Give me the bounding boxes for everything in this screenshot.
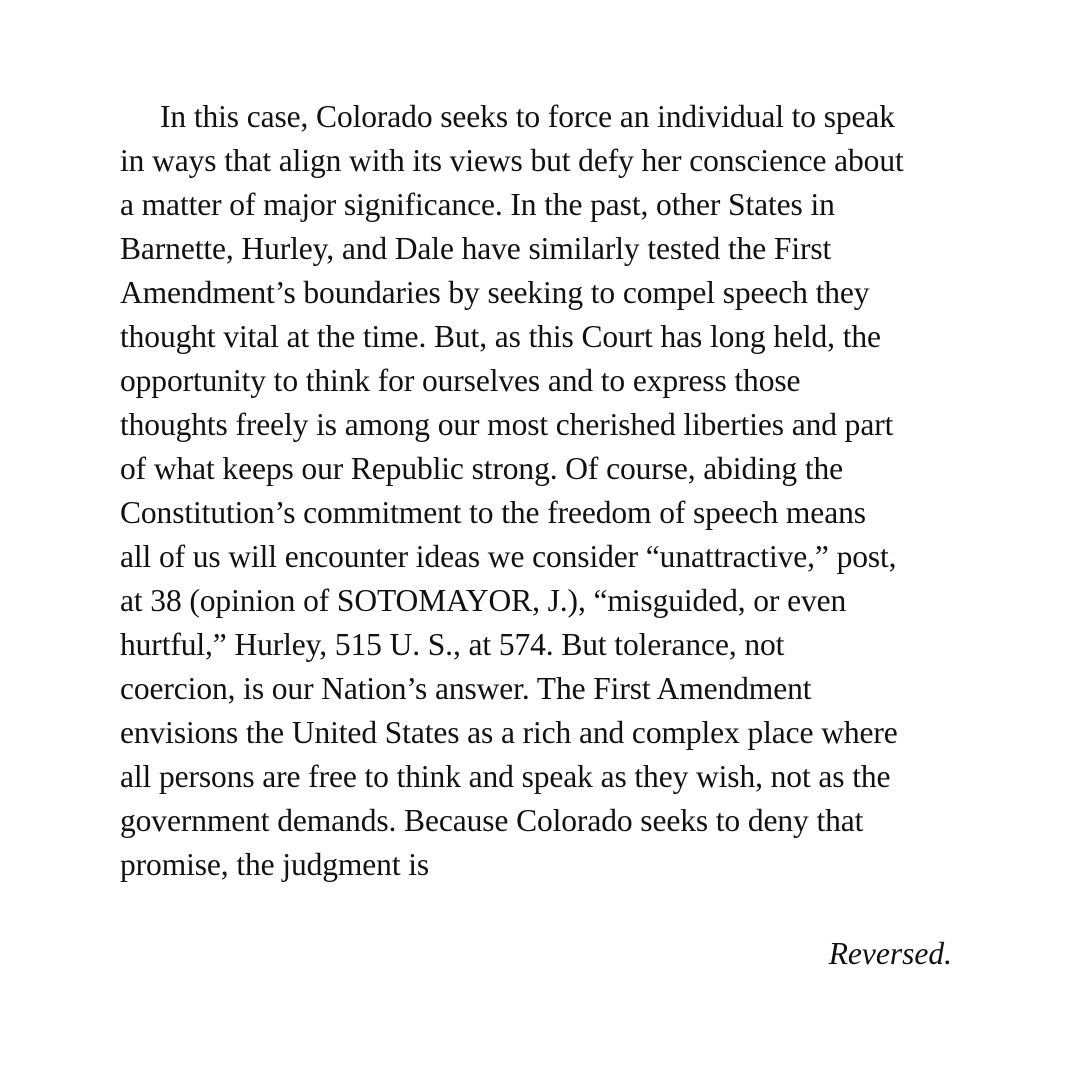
paragraph-line: promise, the judgment is	[120, 847, 430, 882]
paragraph-line: all persons are free to think and speak as they wish, not as the	[120, 759, 891, 794]
paragraph-line: Amendment’s boundaries by seeking to compel speech they	[120, 275, 870, 310]
paragraph-line: a matter of major significance. In the past, other States in	[120, 187, 835, 222]
paragraph-line: at 38 (opinion of SOTOMAYOR, J.), “misguided, or even	[120, 583, 847, 618]
paragraph-line: thoughts freely is among our most cherished liberties and part	[120, 407, 894, 442]
paragraph-line: hurtful,” Hurley, 515 U. S., at 574. But tolerance, not	[120, 627, 785, 662]
paragraph-line: thought vital at the time. But, as this Court has long held, the	[120, 319, 881, 354]
paragraph-line: in ways that align with its views but defy her conscience about	[120, 143, 904, 178]
opinion-paragraph	[120, 95, 960, 887]
disposition-text: Reversed.	[828, 936, 952, 971]
paragraph-line: of what keeps our Republic strong. Of course, abiding the	[120, 451, 843, 486]
paragraph-line: In this case, Colorado seeks to force an individual to speak	[160, 99, 895, 134]
paragraph-line: government demands. Because Colorado seeks to deny that	[120, 803, 864, 838]
paragraph-line: coercion, is our Nation’s answer. The First Amendment	[120, 671, 812, 706]
paragraph-line: Constitution’s commitment to the freedom of speech means	[120, 495, 866, 530]
paragraph-line: all of us will encounter ideas we consider “unattractive,” post,	[120, 539, 897, 574]
paragraph-line: Barnette, Hurley, and Dale have similarly tested the First	[120, 231, 832, 266]
paragraph-line: envisions the United States as a rich and complex place where	[120, 715, 898, 750]
paragraph-line: opportunity to think for ourselves and to express those	[120, 363, 801, 398]
